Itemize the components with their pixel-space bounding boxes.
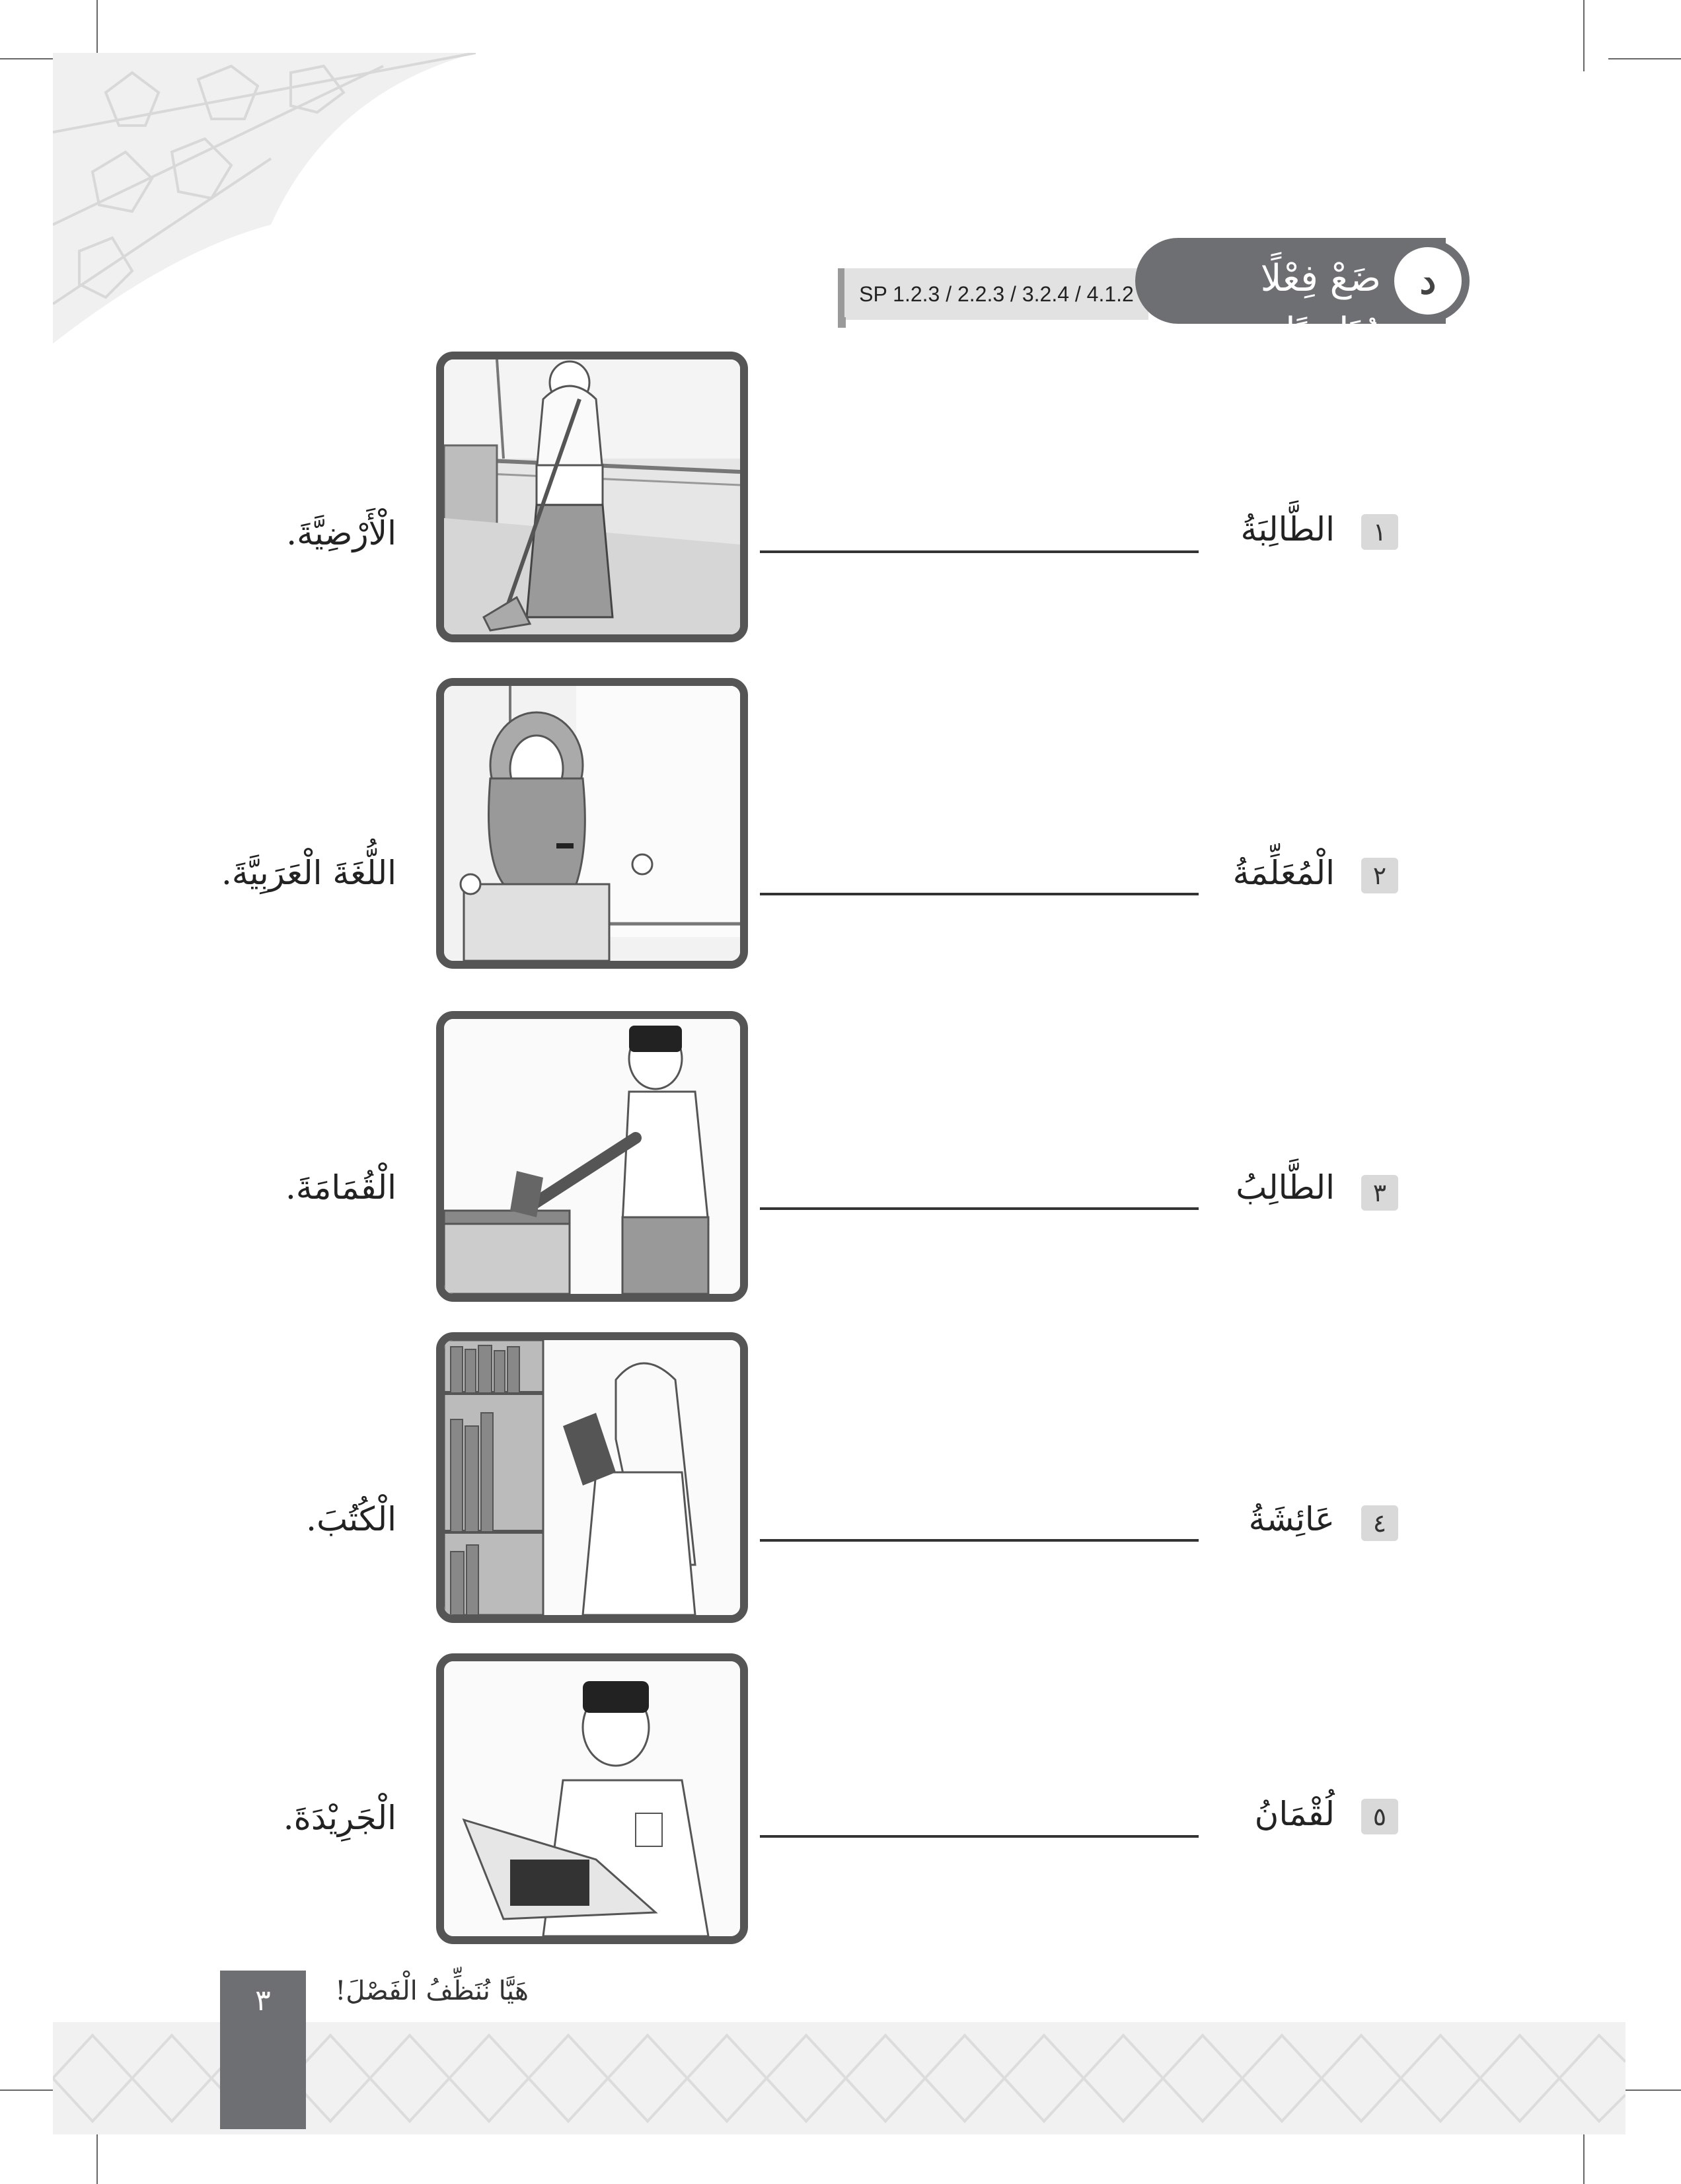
- item-subject: الطَّالِبُ: [1236, 1168, 1335, 1207]
- answer-line[interactable]: [760, 550, 1199, 553]
- illustration-girl-sweeping: [436, 352, 748, 642]
- item-number: ٤: [1361, 1505, 1398, 1541]
- illustration-teacher: [436, 678, 748, 969]
- item-object: الْقُمَامَةَ.: [285, 1168, 396, 1207]
- answer-line[interactable]: [760, 1835, 1199, 1838]
- item-subject: لُقْمَانُ: [1254, 1795, 1335, 1833]
- illustration-boy-newspaper: [436, 1653, 748, 1944]
- answer-line[interactable]: [760, 1207, 1199, 1210]
- item-number: ٣: [1361, 1175, 1398, 1211]
- corner-ornament: [53, 53, 476, 344]
- page-number: ٣: [220, 1971, 306, 2129]
- standards-label: SP 1.2.3 / 2.2.3 / 3.2.4 / 4.1.2: [838, 268, 1148, 320]
- item-object: الْجَرِيْدَةَ.: [283, 1799, 396, 1837]
- item-number: ١: [1361, 514, 1398, 550]
- item-subject: الطَّالِبَةُ: [1240, 510, 1335, 548]
- crop-mark: [1583, 0, 1585, 71]
- item-subject: الْمُعَلِّمَةُ: [1232, 854, 1335, 892]
- answer-line[interactable]: [760, 1539, 1199, 1542]
- instruction-text: ضَعْ فِعْلًا مُنَاسِبًا.: [1260, 257, 1381, 353]
- footer-slogan: هَيَّا نُنَظِّفُ الْفَصْلَ!: [335, 1976, 529, 2006]
- item-subject: عَائِشَةُ: [1248, 1500, 1335, 1538]
- item-number: ٢: [1361, 858, 1398, 893]
- section-letter-badge: د: [1386, 239, 1470, 322]
- standards-tail: [838, 317, 846, 328]
- illustration-boy-trash: [436, 1011, 748, 1302]
- item-number: ٥: [1361, 1799, 1398, 1834]
- answer-line[interactable]: [760, 893, 1199, 895]
- item-object: اللُّغَةَ الْعَرَبِيَّةَ.: [221, 854, 396, 892]
- illustration-girl-books: [436, 1332, 748, 1623]
- crop-mark: [1608, 58, 1681, 59]
- item-object: الْأَرْضِيَّةَ.: [286, 514, 396, 552]
- item-object: الْكُتُبَ.: [306, 1500, 396, 1538]
